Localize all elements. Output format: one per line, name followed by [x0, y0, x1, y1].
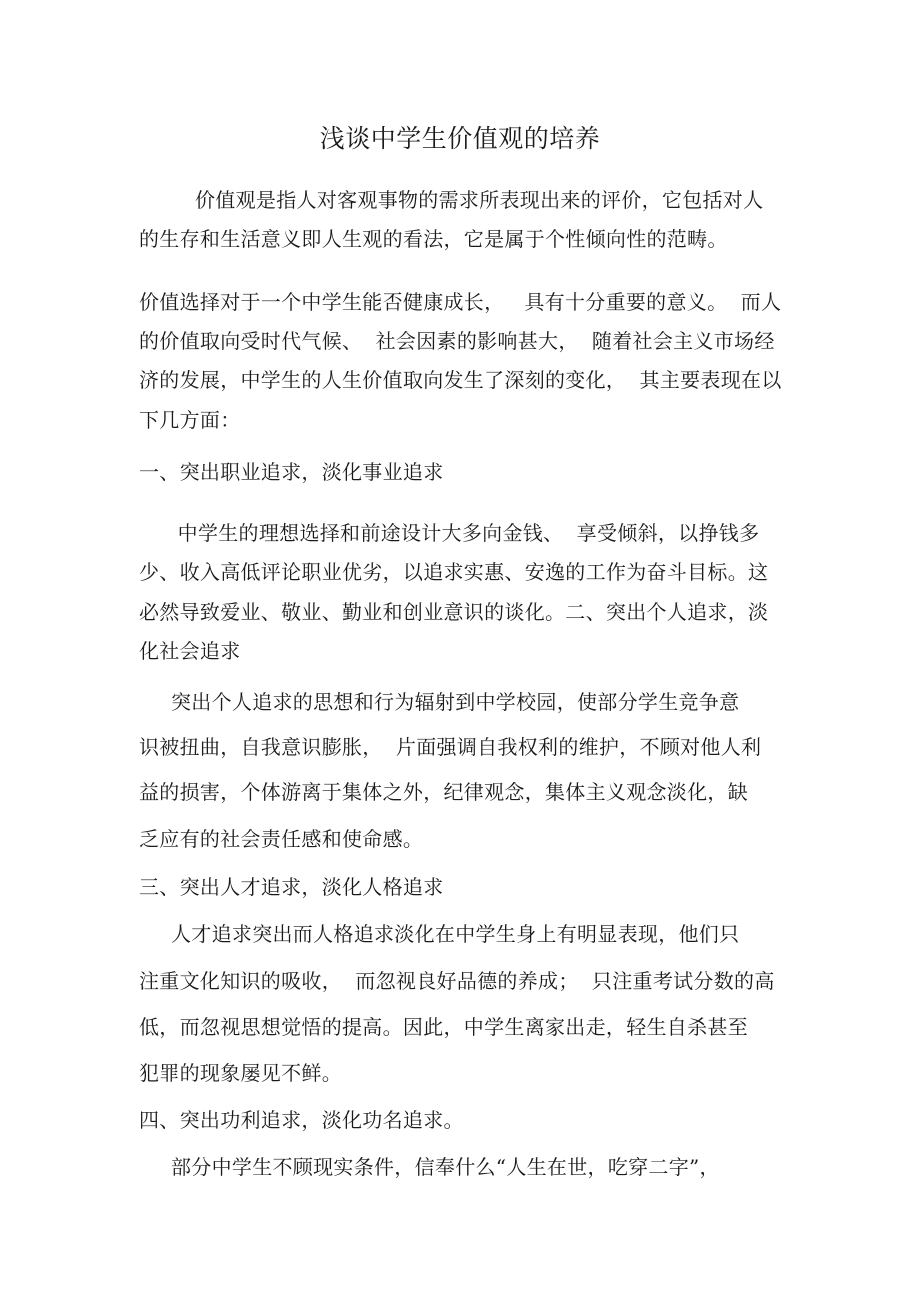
section-2-line-2: 识被扭曲，自我意识膨胀， 片面强调自我权利的维护，不顾对他人利: [139, 735, 762, 759]
section-2-line-4: 乏应有的社会责任感和使命感。: [139, 827, 424, 851]
section-3-line-4: 犯罪的现象屡见不鲜。: [139, 1061, 342, 1085]
section-2-line-1: 突出个人追求的思想和行为辐射到中学校园，使部分学生竞争意: [171, 690, 740, 714]
section-3-line-1: 人才追求突出而人格追求淡化在中学生身上有明显表现，他们只: [171, 922, 740, 946]
intro-line-1: 价值观是指人对客观事物的需求所表现出来的评价，它包括对人: [195, 188, 764, 212]
context-line-3: 济的发展，中学生的人生价值取向发生了深刻的变化， 其主要表现在以: [139, 368, 782, 392]
section-1-heading: 一、突出职业追求，淡化事业追求: [139, 460, 444, 484]
section-4-heading: 四、突出功利追求，淡化功名追求。: [139, 1108, 464, 1132]
context-line-4: 下几方面：: [139, 408, 241, 432]
section-4-line-1: 部分中学生不顾现实条件，信奉什么“人生在世，吃穿二字”，: [171, 1155, 720, 1179]
section-1-line-2: 少、收入高低评论职业优劣，以追求实惠、安逸的工作为奋斗目标。这: [139, 560, 769, 584]
section-1-line-3: 必然导致爱业、敬业、勤业和创业意识的谈化。二、突出个人追求，淡: [139, 600, 769, 624]
section-3-line-2: 注重文化知识的吸收， 而忽视良好品德的养成； 只注重考试分数的高: [139, 969, 775, 993]
section-3-line-3: 低，而忽视思想觉悟的提高。因此，中学生离家出走，轻生自杀甚至: [139, 1015, 748, 1039]
section-1-line-4: 化社会追求: [139, 639, 241, 663]
intro-line-2: 的生存和生活意义即人生观的看法，它是属于个性倾向性的范畴。: [139, 227, 728, 251]
context-line-2: 的价值取向受时代气候、 社会因素的影响甚大， 随着社会主义市场经: [139, 329, 775, 353]
section-1-line-1: 中学生的理想选择和前途设计大多向金钱、 享受倾斜，以挣钱多: [171, 521, 760, 545]
context-line-1: 价值选择对于一个中学生能否健康成长， 具有十分重要的意义。 而人: [139, 290, 782, 314]
section-3-heading: 三、突出人才追求，淡化人格追求: [139, 875, 444, 899]
section-2-line-3: 益的损害，个体游离于集体之外，纪律观念，集体主义观念淡化，缺: [139, 780, 748, 804]
document-title: 浅谈中学生价值观的培养: [319, 124, 601, 153]
